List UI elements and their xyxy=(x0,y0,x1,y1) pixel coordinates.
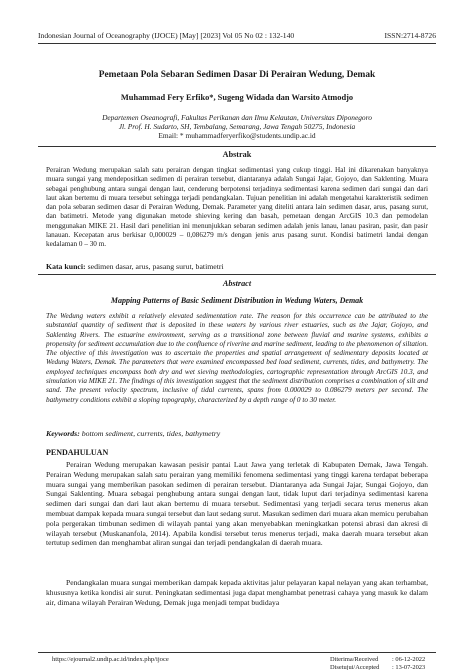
abstract-heading: Abstrak xyxy=(222,150,252,159)
abstract-bottom-divider xyxy=(38,274,436,275)
footer-divider xyxy=(38,652,436,653)
article-title: Pemetaan Pola Sebaran Sedimen Dasar Di Perairan Wedung, Demak xyxy=(98,70,376,80)
author-affiliation xyxy=(38,113,436,131)
keywords-en xyxy=(46,429,428,438)
abstract-text: Perairan Wedung merupakan salah satu perairan dengan tingkat sedimentasi yang cukup tinggi. Hal ini dikarenakan banyaknya muara sungai yang mendepositkan sedimen di perairan tersebut, diantaranya adalah Sungai Jajar, Gojoyo, dan Saklenting. Muara sebagai penghubung antara sungai dengan laut, cenderung berpotensi terjadinya sedimentasi karena sedimen dari sungai dan dari laut akan bertemu di muara tersebut sehingga terjadi pendangkalan. Tujuan penelitian ini adalah mengetahui karakteristik sedimen dan pola sebaran sedimen dasar di Perairan Wedung, Demak. Parameter yang diteliti antara lain sedimen dasar, arus, pasang surut, dan batimetri. Metode yang digunakan metode shieving kering dan basah, pemetaan dengan ArcGIS 10.3 dan pemodelan menggunakan MIKE 21. Hasil dari penelitian ini menunjukkan sebaran sedimen adalah jenis lanau, lanau pasiran, pasir, dan pasir lanauan. Kecepatan arus berkisar 0,000029 – 0,086279 m/s dengan jenis arus pasang surut. Kondisi batimetri landai dengan kedalaman 0 – 30 m. xyxy=(46,166,428,249)
keywords-en-label: Keywords: xyxy=(46,429,80,438)
received-label: Diterima/Received xyxy=(330,656,379,663)
accepted-date: : 13-07-2023 xyxy=(392,664,426,670)
abstract-en-text: The Wedung waters exhibit a relatively elevated sedimentation rate. The reason for this occurrence can be attributed to the substantial quantity of sediment that is deposited in these waters by various river estuaries, such as the Jajar, Gojoyo, and Saklenting Rivers. The estuarine environment, serving as a transitional zone between fluvial and marine systems, exhibits a propensity for sediment accumulation due to the confluence of riverine and marine sediment, leading to the phenomenon of siltation. The objective of this investigation was to ascertain the properties and spatial arrangement of sedimentary deposits located at Wedung Waters, Demak. The parameters that were examined encompassed bed load sediment, currents, tides, and bathymetry. The employed techniques encompass both dry and wet sieving methodologies, cartographic representation through ArcGIS 10.3, and simulation via MIKE 21. The findings of this investigation suggest that the sediment distribution comprises a combination of silt and sand. The present velocity spectrum, inclusive of tidal currents, spans from 0.000029 to 0.086279 meters per second. The bathymetry conditions exhibit a sloping topography, characterized by a depth range of 0 to 30 meter. xyxy=(46,312,428,404)
article-dates xyxy=(330,656,425,670)
introduction-paragraph-2: Pendangkalan muara sungai memberikan dampak kepada aktivitas jalur pelayaran kapal nelayan yang akan terhambat, khususnya ketika kondisi air surut. Peningkatan sedimentasi juga dapat menghambat penetrasi cahaya yang masuk ke dalam air, dimana wilayah Perairan Wedung, Demak juga menjadi tempat budidaya xyxy=(46,578,428,607)
received-date: : 06-12-2022 xyxy=(392,656,426,663)
section-heading-introduction: PENDAHULUAN xyxy=(46,448,109,457)
accepted-row xyxy=(330,664,425,670)
accepted-label: Disetujui/Accepted xyxy=(330,664,380,670)
running-header xyxy=(38,26,436,40)
introduction-paragraph-1: Perairan Wedung merupakan kawasan pesisir pantai Laut Jawa yang terletak di Kabupaten Demak, Jawa Tengah. Perairan Wedung merupakan salah satu perairan yang memiliki fenomena sedimentasi yang tinggi karena terdapat beberapa muara sungai yang memberikan pasokan sedimen di perairan tersebut. Diantaranya ada Sungai Jajar, Sungai Gojoyo, dan Sungai Saklenting. Muara sebagai penghubung antara sungai dengan laut, tidak luput dari terjadinya sedimentasi karena sedimen dari sungai dan dari laut akan bertemu di muara tersebut. Sedimentasi yang terjadi secara terus menerus akan membuat dampak kepada muara sungai tersebut dan laut sedang surut. Masukan sedimen dari muara akan memicu perubahan pola pergerakan timbunan sedimen di wilayah pantai yang akan menyebabkan meningkatkan potensi abrasi dan akresi di wilayah tersebut (Muskananfola, 2014). Apabila kondisi tersebut terus menerus terjadi, maka daerah muara tersebut akan tertutup sedimen dan menghambat aliran sungai dan terjadi pendangkalan di daerah muara. xyxy=(46,460,428,548)
keywords-list: sedimen dasar, arus, pasang surut, batimetri xyxy=(85,262,224,271)
affiliation-line-2: Jl. Prof. H. Sudarto, SH, Tembalang, Semarang, Jawa Tengah 50275, Indonesia xyxy=(118,122,356,132)
journal-citation: Indonesian Journal of Oceanography (IJOCE) [May] [2023] Vol 05 No 02 : 132-140 xyxy=(38,31,295,40)
keywords-en-list: bottom sediment, currents, tides, bathymetry xyxy=(79,429,221,438)
article-authors: Muhammad Fery Erfiko*, Sugeng Widada dan Warsito Atmodjo xyxy=(120,93,354,102)
abstract-en-heading: Abstract xyxy=(222,279,252,288)
affiliation-line-1: Departemen Oseanografi, Fakultas Perikanan dan Ilmu Kelautan, Universitas Diponegoro xyxy=(102,113,372,122)
author-email: Email: * muhammadferyerfiko@students.undip.ac.id xyxy=(158,131,316,140)
header-divider xyxy=(38,43,436,44)
issn: ISSN:2714-8726 xyxy=(384,31,436,40)
keywords-label: Kata kunci: xyxy=(46,262,86,271)
english-title: Mapping Patterns of Basic Sediment Distribution in Wedung Waters, Demak xyxy=(110,296,364,305)
received-row xyxy=(330,656,425,664)
journal-url: https://ejournal2.undip.ac.id/index.php/ijoce xyxy=(52,656,169,663)
keywords-id xyxy=(46,262,428,271)
abstract-top-divider xyxy=(38,146,436,147)
